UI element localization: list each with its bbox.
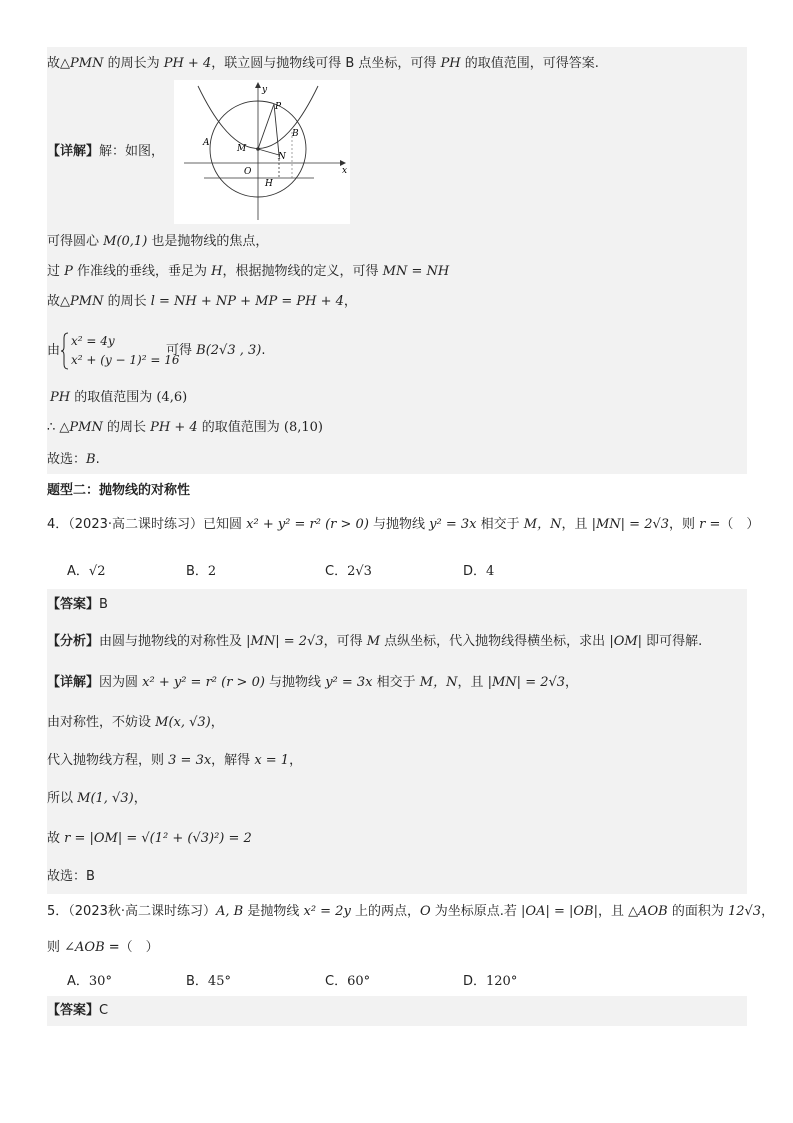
section-title: 题型二：抛物线的对称性 [47, 483, 191, 498]
definition-line: 过 P 作准线的垂线，垂足为 H，根据抛物线的定义，可得 MN = NH [47, 264, 450, 279]
parabola-circle-figure [174, 80, 350, 224]
system-prefix: 由 [47, 343, 61, 358]
q4-analysis: 【分析】由圆与抛物线的对称性及 |MN| = 2√3，可得 M 点纵坐标，代入抛物线得横坐标，求出 |OM| 即可得解. [47, 634, 703, 649]
ph-range-line: PH 的取值范围为 (4,6) [50, 390, 188, 405]
q5-option-d: D．120° [463, 974, 518, 989]
system-eq1: x² = 4y [71, 334, 115, 348]
analysis-line: 故△PMN 的周长为 PH + 4，联立圆与抛物线可得 B 点坐标，可得 PH 的取值范围，可得答案. [47, 56, 599, 71]
label-p: P [275, 102, 282, 112]
label-b: B [292, 129, 299, 139]
system-brace [61, 332, 69, 370]
q5-option-a: A．30° [67, 974, 112, 989]
q5-answer: 【答案】C [47, 1003, 109, 1018]
q4-option-c: C．2√3 [325, 564, 372, 579]
q4-option-a: A．√2 [67, 564, 106, 579]
solution-background [47, 47, 747, 474]
perimeter-line: 故△PMN 的周长 l = NH + NP + MP = PH + 4， [47, 294, 357, 309]
q4-stem: 4．（2023·高二课时练习）已知圆 x² + y² = r² (r > 0) 与抛物线 y² = 3x 相交于 M，N，且 |MN| = 2√3，则 r =（ ） [47, 517, 760, 532]
perimeter-range-line: ∴ △PMN 的周长 PH + 4 的取值范围为 (8,10) [47, 420, 323, 435]
q4-step2: 代入抛物线方程，则 3 = 3x，解得 x = 1， [47, 753, 303, 768]
q5-option-b: B．45° [186, 974, 231, 989]
q4-step4: 故 r = |OM| = √(1² + (√3)²) = 2 [47, 831, 252, 846]
q5-option-c: C．60° [325, 974, 371, 989]
q4-step3: 所以 M(1, √3)， [47, 791, 147, 806]
detail-intro: 【详解】解：如图， [47, 144, 165, 159]
q5-stem-line2: 则 ∠AOB =（ ） [47, 940, 159, 955]
q4-detail: 【详解】因为圆 x² + y² = r² (r > 0) 与抛物线 y² = 3x 相交于 M，N，且 |MN| = 2√3， [47, 675, 579, 690]
label-m: M [237, 144, 247, 154]
q5-stem: 5．（2023秋·高二课时练习）A, B 是抛物线 x² = 2y 上的两点，O 为坐标原点.若 |OA| = |OB|，且 △AOB 的面积为 12√3， [47, 904, 775, 919]
label-y: y [262, 85, 268, 95]
focus-line: 可得圆心 M(0,1) 也是抛物线的焦点， [47, 234, 269, 249]
q4-answer: 【答案】B [47, 597, 108, 612]
label-n: N [278, 152, 286, 162]
q5-answer-background [47, 996, 747, 1026]
label-h: H [265, 179, 273, 189]
q4-step1: 由对称性，不妨设 M(x, √3)， [47, 715, 224, 730]
q4-option-d: D．4 [463, 564, 495, 579]
label-x: x [342, 166, 348, 176]
point-m [256, 147, 260, 151]
system-result: 可得 B(2√3 , 3). [166, 343, 266, 358]
choice-line: 故选：B. [47, 452, 100, 467]
system-eq2: x² + (y − 1)² = 16 [71, 353, 180, 367]
label-o: O [244, 167, 252, 177]
q4-option-b: B．2 [186, 564, 217, 579]
q4-final: 故选：B [47, 869, 95, 884]
label-a: A [203, 138, 210, 148]
